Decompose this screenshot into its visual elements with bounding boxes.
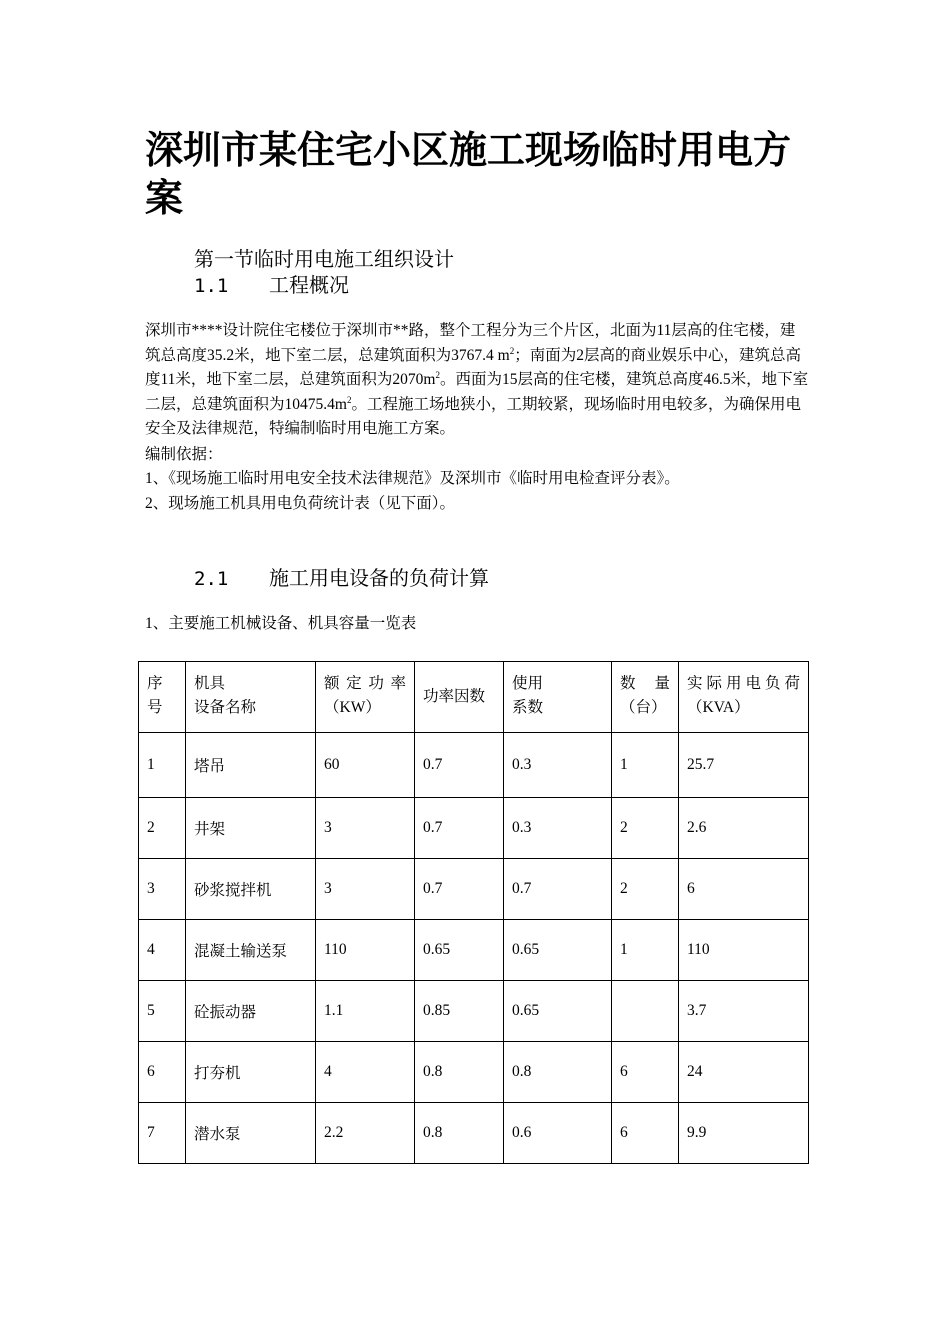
cell-quantity: 1 — [612, 733, 679, 798]
cell-name: 井架 — [186, 798, 316, 859]
basis-item-2: 2、现场施工机具用电负荷统计表（见下面）。 — [145, 495, 456, 512]
cell-power-factor: 0.7 — [415, 798, 504, 859]
cell-quantity: 6 — [612, 1042, 679, 1103]
cell-quantity: 2 — [612, 798, 679, 859]
cell-name: 打夯机 — [186, 1042, 316, 1103]
cell-power-factor: 0.85 — [415, 981, 504, 1042]
table-row — [139, 920, 809, 981]
cell-usage: 0.65 — [504, 920, 612, 981]
basis-item-1: 1、《现场施工临时用电安全技术法律规范》及深圳市《临时用电检查评分表》。 — [145, 470, 680, 487]
overview-paragraph: 深圳市****设计院住宅楼位于深圳市**路，整个工程分为三个片区，北面为11层高的住宅楼，建筑总高度35.2米，地下室二层，总建筑面积为3767.4 $m^2$；南面为2层高的商业娱乐中心，建筑总高度11米，地下室二层，总建筑面积为$2070m^2$。西面为15层高的住宅楼，建筑总高度46.5米，地下室二层，总建筑面积为$10475.4m^2$。工程施工场地狭小，工期较紧，现场临时用电较多，为确保用电安全及法律规范，特编制临时用电施工方案。 — [145, 322, 809, 437]
cell-load: 2.6 — [679, 798, 809, 859]
cell-usage: 0.3 — [504, 733, 612, 798]
cell-power: 3 — [316, 859, 415, 920]
cell-usage: 0.65 — [504, 981, 612, 1042]
cell-load: 24 — [679, 1042, 809, 1103]
subsection-number: 1.1 — [194, 275, 229, 297]
cell-usage: 0.6 — [504, 1103, 612, 1164]
table-row — [139, 1103, 809, 1164]
subsection-title: 工程概况 — [269, 273, 349, 297]
header-usage-coefficient: 使用 系数 — [504, 662, 612, 733]
cell-power-factor: 0.65 — [415, 920, 504, 981]
cell-name: 潜水泵 — [186, 1103, 316, 1164]
table-row — [139, 733, 809, 798]
cell-seq: 7 — [139, 1103, 186, 1164]
header-actual-load: 实际用电负荷 （KVA） — [679, 662, 809, 733]
equipment-load-table — [138, 661, 809, 1164]
cell-power-factor: 0.7 — [415, 733, 504, 798]
cell-power: 60 — [316, 733, 415, 798]
cell-power-factor: 0.8 — [415, 1103, 504, 1164]
cell-quantity: 2 — [612, 859, 679, 920]
cell-name: 混凝土输送泵 — [186, 920, 316, 981]
cell-seq: 3 — [139, 859, 186, 920]
header-seq: 序 号 — [139, 662, 186, 733]
subsection-heading-overview — [194, 272, 349, 299]
section-heading: 第一节临时用电施工组织设计 — [194, 247, 454, 271]
cell-load: 9.9 — [679, 1103, 809, 1164]
cell-load: 25.7 — [679, 733, 809, 798]
table-row — [139, 981, 809, 1042]
cell-name: 砂浆搅拌机 — [186, 859, 316, 920]
cell-power: 1.1 — [316, 981, 415, 1042]
cell-load: 3.7 — [679, 981, 809, 1042]
cell-seq: 1 — [139, 733, 186, 798]
cell-load: 110 — [679, 920, 809, 981]
cell-quantity: 1 — [612, 920, 679, 981]
table-header-row — [139, 662, 809, 733]
cell-seq: 6 — [139, 1042, 186, 1103]
table-row — [139, 859, 809, 920]
header-power-factor: 功率因数 — [415, 662, 504, 733]
table-row — [139, 798, 809, 859]
cell-quantity: 6 — [612, 1103, 679, 1164]
cell-power-factor: 0.8 — [415, 1042, 504, 1103]
subsection-title: 施工用电设备的负荷计算 — [269, 566, 489, 590]
document-title: 深圳市某住宅小区施工现场临时用电方案 — [145, 128, 792, 220]
cell-power: 4 — [316, 1042, 415, 1103]
cell-power: 110 — [316, 920, 415, 981]
header-equipment-name: 机具 设备名称 — [186, 662, 316, 733]
basis-label: 编制依据： — [145, 446, 223, 463]
cell-usage: 0.7 — [504, 859, 612, 920]
cell-seq: 2 — [139, 798, 186, 859]
cell-power: 2.2 — [316, 1103, 415, 1164]
cell-power: 3 — [316, 798, 415, 859]
header-quantity: 数 量 （台） — [612, 662, 679, 733]
cell-power-factor: 0.7 — [415, 859, 504, 920]
table-row — [139, 1042, 809, 1103]
subsection-heading-load — [194, 565, 489, 592]
cell-name: 塔吊 — [186, 733, 316, 798]
table-intro: 1、主要施工机械设备、机具容量一览表 — [145, 615, 417, 632]
cell-usage: 0.3 — [504, 798, 612, 859]
cell-load: 6 — [679, 859, 809, 920]
cell-seq: 5 — [139, 981, 186, 1042]
cell-name: 砼振动器 — [186, 981, 316, 1042]
cell-usage: 0.8 — [504, 1042, 612, 1103]
cell-quantity — [612, 981, 679, 1042]
cell-seq: 4 — [139, 920, 186, 981]
header-rated-power: 额定功率 （KW） — [316, 662, 415, 733]
subsection-number: 2.1 — [194, 568, 229, 590]
